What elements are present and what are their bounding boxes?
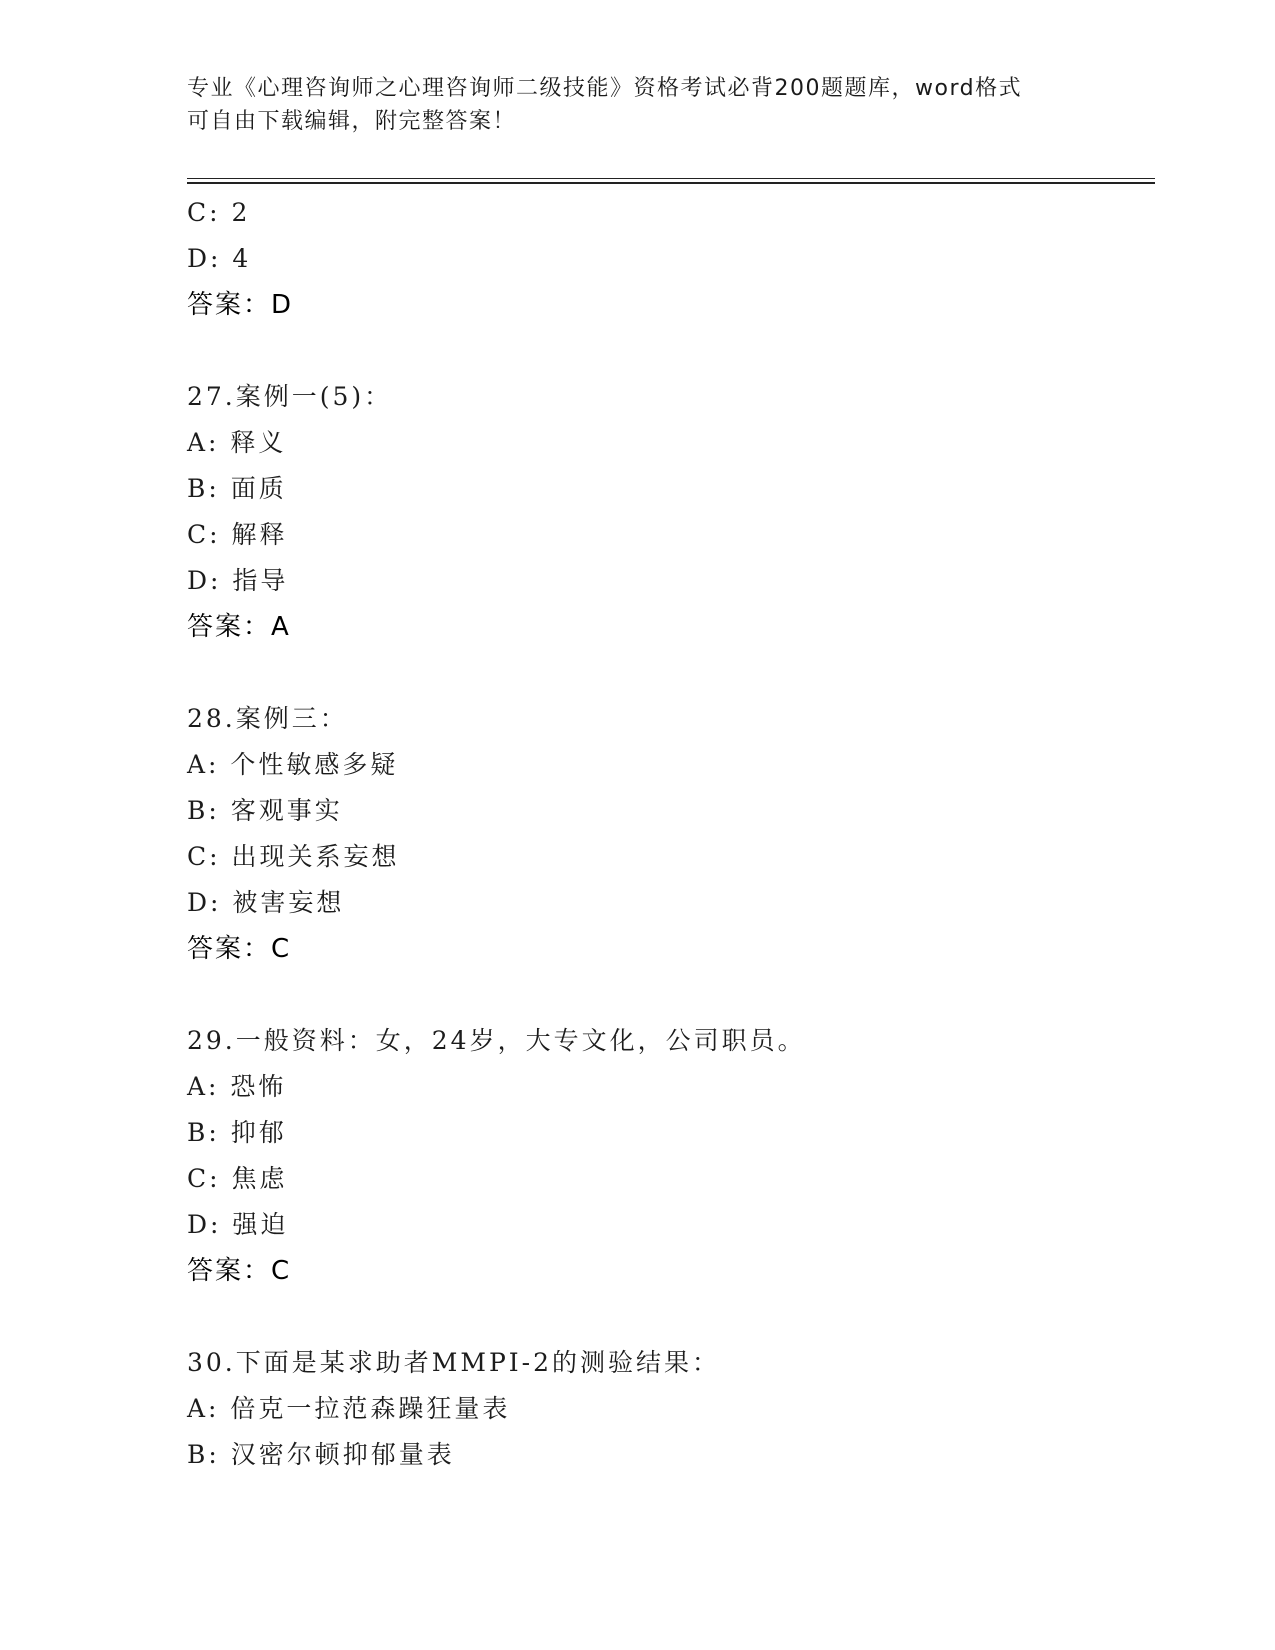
question-stem: 27.案例一(5)： xyxy=(187,382,393,411)
answer-line: 答案：C xyxy=(187,934,292,964)
option-a: A: 个性敏感多疑 xyxy=(187,750,399,779)
question-stem: 29.一般资料：女，24岁，大专文化，公司职员。 xyxy=(187,1026,806,1055)
option-d: D: 4 xyxy=(187,244,252,273)
spacer xyxy=(187,650,1155,696)
question-29 xyxy=(187,1018,1155,1294)
question-list xyxy=(187,190,1155,1478)
option-b: B: 客观事实 xyxy=(187,796,343,825)
question-30 xyxy=(187,1340,1155,1478)
header-line-1: 专业《心理咨询师之心理咨询师二级技能》资格考试必背200题题库，word格式 xyxy=(187,76,1023,101)
option-d: D: 被害妄想 xyxy=(187,888,345,917)
option-b: B: 面质 xyxy=(187,474,287,503)
header-line-2: 可自由下载编辑，附完整答案！ xyxy=(187,109,517,134)
option-c: C: 出现关系妄想 xyxy=(187,842,400,871)
option-a: A: 倍克一拉范森躁狂量表 xyxy=(187,1394,511,1423)
answer-line: 答案：C xyxy=(187,1256,292,1286)
option-a: A: 释义 xyxy=(187,428,287,457)
option-d: D: 指导 xyxy=(187,566,289,595)
question-fragment xyxy=(187,190,1155,328)
answer-line: 答案：A xyxy=(187,612,291,642)
question-stem: 30.下面是某求助者MMPI-2的测验结果： xyxy=(187,1348,721,1377)
question-stem: 28.案例三： xyxy=(187,704,348,733)
document-header xyxy=(187,72,1067,138)
question-28 xyxy=(187,696,1155,972)
answer-line: 答案：D xyxy=(187,290,294,320)
spacer xyxy=(187,328,1155,374)
spacer xyxy=(187,972,1155,1018)
option-c: C: 2 xyxy=(187,198,251,227)
option-b: B: 汉密尔顿抑郁量表 xyxy=(187,1440,455,1469)
spacer xyxy=(187,1294,1155,1340)
header-divider-bottom xyxy=(187,182,1155,184)
option-b: B: 抑郁 xyxy=(187,1118,287,1147)
header-divider-top xyxy=(187,178,1155,179)
option-a: A: 恐怖 xyxy=(187,1072,287,1101)
question-27 xyxy=(187,374,1155,650)
option-c: C: 焦虑 xyxy=(187,1164,288,1193)
option-d: D: 强迫 xyxy=(187,1210,289,1239)
option-c: C: 解释 xyxy=(187,520,288,549)
